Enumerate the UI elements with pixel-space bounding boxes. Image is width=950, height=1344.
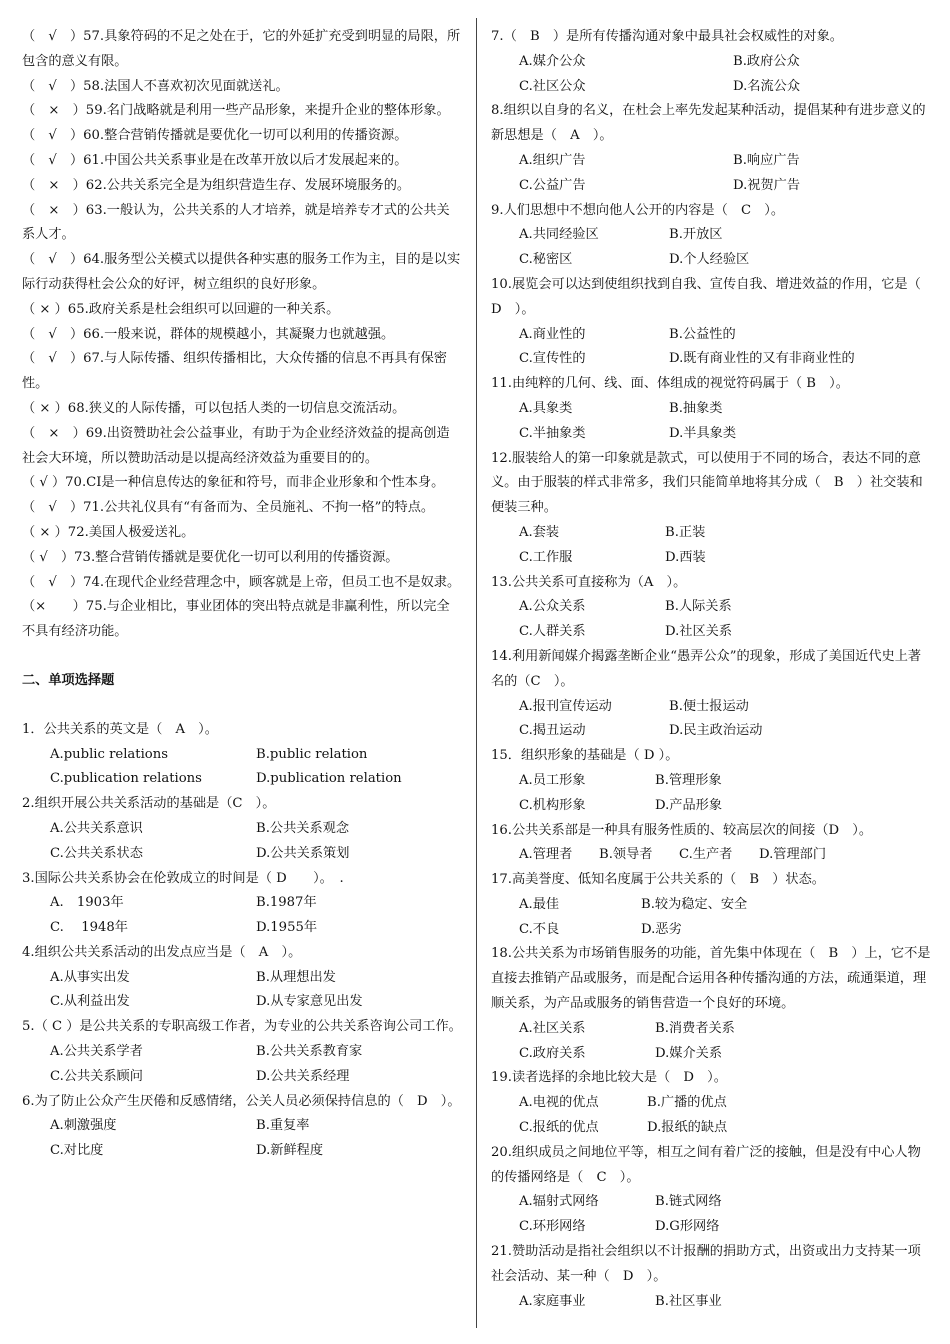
option: C.publication relations — [50, 771, 202, 787]
true-false-item: （ × ）68.狭义的人际传播，可以包括人类的一切信息交流活动。 — [22, 400, 406, 416]
option: C.环形网络 — [519, 1219, 586, 1235]
option: B.消费者关系 — [655, 1020, 735, 1036]
option: B.政府公众 — [733, 53, 800, 69]
true-false-item: （ √ ）73.整合营销传播就是要优化一切可以利用的传播资源。 — [22, 549, 399, 565]
option: C.社区公众 — [519, 78, 586, 94]
question-stem: 2.组织开展公共关系活动的基础是（C ）。 — [22, 796, 276, 812]
option: D.G形网络 — [655, 1219, 720, 1235]
option: D.报纸的缺点 — [647, 1120, 728, 1136]
option-row — [519, 75, 931, 100]
option-row — [519, 422, 931, 447]
true-false-item: （ × ）72.美国人极爱送礼。 — [22, 524, 195, 540]
question-stem: 16.公共关系部是一种具有服务性质的、较高层次的间接（D ）。 — [491, 822, 873, 838]
option: C.公益广告 — [519, 177, 586, 193]
true-false-item: （ √ ）58.法国人不喜欢初次见面就送礼。 — [22, 78, 289, 94]
option: C.政府关系 — [519, 1045, 586, 1061]
option: A.电视的优点 — [519, 1095, 599, 1111]
option: A.辐射式网络 — [519, 1194, 599, 1210]
option: A.刺激强度 — [50, 1118, 117, 1134]
option-row — [519, 918, 931, 943]
true-false-item: （ × ）62.公共关系完全是为组织营造生存、发展环境服务的。 — [22, 177, 411, 193]
question-stem: 18.公共关系为市场销售服务的功能，首先集中体现在（ B ）上，它不是直接去推销产品或服务，而是配合运用各种传播沟通的方法，疏通渠道，理顺关系，为产品或服务的销售营造一个良好的环境。 — [491, 946, 931, 1012]
option-row — [50, 817, 462, 842]
question-stem: 19.读者选择的余地比较大是（ D ）。 — [491, 1070, 727, 1086]
true-false-item: （ √ ）60.整合营销传播就是要优化一切可以利用的传播资源。 — [22, 128, 408, 144]
option-row — [519, 1116, 931, 1141]
question-stem: 1．公共关系的英文是（ A ）。 — [22, 721, 218, 737]
question-item — [491, 1066, 931, 1140]
option: A.从事实出发 — [50, 969, 130, 985]
question-item — [491, 199, 931, 273]
option: B.社区事业 — [655, 1293, 722, 1309]
option-row — [519, 323, 931, 348]
true-false-item: （ √ ）57.具象符码的不足之处在于，它的外延扩充受到明显的局限，所包含的意义有限。 — [22, 29, 461, 69]
option: A.组织广告 — [519, 152, 586, 168]
option: A.媒介公众 — [519, 53, 586, 69]
option-row — [519, 769, 931, 794]
option-row — [50, 1040, 462, 1065]
question-stem: 9.人们思想中不想向他人公开的内容是（ C ）。 — [491, 202, 785, 218]
true-false-item: （ × ）59.名门战略就是利用一些产品形象，来提升企业的整体形象。 — [22, 103, 450, 119]
option: B.人际关系 — [665, 599, 732, 615]
question-item — [491, 942, 931, 1066]
option: C.秘密区 — [519, 252, 573, 268]
question-item — [491, 571, 931, 645]
question-stem: 11.由纯粹的几何、线、面、体组成的视觉符码属于（ B ）。 — [491, 376, 849, 392]
question-stem: 17.高美誉度、低知名度属于公共关系的（ B ）状态。 — [491, 872, 825, 888]
question-item — [491, 819, 931, 869]
option: C.生产者 — [679, 847, 733, 863]
option-row — [519, 1215, 931, 1240]
option-list — [22, 891, 462, 941]
question-item — [491, 744, 931, 818]
option: A.套装 — [519, 524, 560, 540]
option-row — [519, 893, 931, 918]
question-item — [22, 1090, 462, 1164]
option-row — [50, 743, 462, 768]
option: B.领导者 — [599, 847, 653, 863]
option: C.揭丑运动 — [519, 723, 586, 739]
option-list — [491, 595, 931, 645]
question-item — [22, 1015, 462, 1089]
option: A.社区关系 — [519, 1020, 586, 1036]
option: D.管理部门 — [759, 847, 827, 863]
true-false-item: （ × ）63.一般认为，公共关系的人才培养，就是培养专才式的公共关系人才。 — [22, 202, 450, 243]
option-row — [519, 50, 931, 75]
option-list — [491, 843, 931, 868]
option: C.半抽象类 — [519, 425, 586, 441]
option-row — [519, 223, 931, 248]
option-list — [491, 1190, 931, 1240]
question-stem: 8.组织以自身的名义，在杜会上率先发起某种活动，提倡某种有进步意义的新思想是（ A ）。 — [491, 103, 926, 144]
question-stem: 14.利用新闻媒介揭露垄断企业“愚弄公众”的现象，形成了美国近代史上著名的（C ）。 — [491, 648, 922, 689]
option: A.最佳 — [519, 896, 560, 912]
option: B.较为稳定、安全 — [641, 896, 748, 912]
option: D.个人经验区 — [669, 252, 750, 268]
question-item — [491, 868, 931, 942]
option: B.响应广告 — [733, 152, 800, 168]
question-item — [491, 645, 931, 744]
option-row — [519, 695, 931, 720]
question-stem: 12.服装给人的第一印象就是款式，可以使用于不同的场合，表达不同的意义。由于服装的样式非常多，我们只能简单地将其分成（ B ）社交装和便装三种。 — [491, 450, 923, 516]
option-row — [519, 843, 931, 868]
option-row — [50, 990, 462, 1015]
option: B.广播的优点 — [647, 1095, 727, 1111]
option-row — [50, 767, 462, 792]
option-row — [519, 546, 931, 571]
true-false-item: （ × ）65.政府关系是杜会组织可以回避的一种关系。 — [22, 301, 340, 317]
true-false-item: （ × ）69.出资赞助社会公益事业，有助于为企业经济效益的提高创造社会大环境，所以赞助活动是以提高经济效益为重要目的的。 — [22, 425, 450, 466]
option-row — [519, 1190, 931, 1215]
true-false-item: （ √ ）70.CI是一种信息传达的象征和符号，而非企业形象和个性本身。 — [22, 475, 445, 491]
option: D.西装 — [665, 549, 706, 565]
true-false-item: （× ）75.与企业相比，事业团体的突出特点就是非赢利性，所以完全不具有经济功能。 — [22, 599, 450, 640]
question-stem: 20.组织成员之间地位平等，相互之间有着广泛的接触，但是没有中心人物的传播网络是（ C ）。 — [491, 1144, 921, 1185]
option: B.管理形象 — [655, 772, 722, 788]
option-list — [491, 323, 931, 373]
right-column — [491, 25, 934, 1314]
option: A.具象类 — [519, 400, 573, 416]
option: A.商业性的 — [519, 326, 586, 342]
option-list — [22, 1040, 462, 1090]
option: B.链式网络 — [655, 1194, 722, 1210]
question-item — [22, 941, 462, 1015]
question-item — [491, 99, 931, 198]
option-row — [519, 1290, 931, 1315]
option-row — [50, 891, 462, 916]
option-row — [519, 149, 931, 174]
option: B.抽象类 — [669, 400, 723, 416]
option: C.报纸的优点 — [519, 1120, 599, 1136]
option-row — [50, 842, 462, 867]
option-list — [22, 1114, 462, 1164]
option-row — [50, 916, 462, 941]
option: A.家庭事业 — [519, 1293, 586, 1309]
option: A.public relations — [50, 746, 169, 762]
true-false-item: （ √ ）61.中国公共关系事业是在改革开放以后才发展起来的。 — [22, 152, 408, 168]
option: A. 1903年 — [50, 895, 124, 911]
question-item — [491, 447, 931, 571]
option: D.publication relation — [256, 771, 402, 787]
section-title: 二、单项选择题 — [22, 672, 115, 688]
option-row — [50, 1065, 462, 1090]
option-row — [519, 248, 931, 273]
option: D.产品形象 — [655, 797, 723, 813]
option: C.对比度 — [50, 1143, 104, 1159]
column-divider — [476, 18, 477, 1328]
option: C.公共关系状态 — [50, 845, 143, 861]
option: A.报刊宣传运动 — [519, 698, 612, 714]
option: D.1955年 — [256, 920, 318, 936]
option: B.开放区 — [669, 227, 723, 243]
option-row — [519, 595, 931, 620]
question-item — [491, 1240, 931, 1314]
option-row — [519, 1091, 931, 1116]
option: D.社区关系 — [665, 624, 733, 640]
option-list — [491, 769, 931, 819]
option: B.公共关系观念 — [256, 820, 350, 836]
option: B.公共关系教育家 — [256, 1044, 363, 1060]
question-item — [22, 867, 462, 941]
option: A.公共关系学者 — [50, 1044, 143, 1060]
option: D.公共关系经理 — [256, 1068, 350, 1084]
option-list — [491, 149, 931, 199]
option: B.从理想出发 — [256, 969, 336, 985]
option-list — [491, 893, 931, 943]
option: D.名流公众 — [733, 78, 801, 94]
option: B.重复率 — [256, 1118, 310, 1134]
question-stem: 13.公共关系可直接称为（A ）。 — [491, 574, 687, 590]
question-stem: 7.（ B ）是所有传播沟通对象中最具社会权威性的对象。 — [491, 29, 843, 44]
question-item — [22, 792, 462, 866]
option: A.公共关系意识 — [50, 820, 143, 836]
option-row — [519, 620, 931, 645]
question-stem: 5.（ C ）是公共关系的专职高级工作者，为专业的公共关系咨询公司工作。 — [22, 1019, 462, 1035]
option-row — [519, 1017, 931, 1042]
option-row — [519, 521, 931, 546]
option: C.机构形象 — [519, 797, 586, 813]
option: A.共同经验区 — [519, 227, 599, 243]
true-false-item: （ √ ）64.服务型公关模式以提供各种实惠的服务工作为主，目的是以实际行动获得杜会公众的好评，树立组织的良好形象。 — [22, 252, 461, 292]
left-question-list — [22, 718, 462, 1164]
option: D.媒介关系 — [655, 1045, 723, 1061]
option: D.从专家意见出发 — [256, 994, 363, 1010]
option-row — [519, 174, 931, 199]
question-item — [22, 718, 462, 792]
option: C.公共关系顾问 — [50, 1068, 143, 1084]
option: B.public relation — [256, 746, 368, 762]
option: A.员工形象 — [519, 772, 586, 788]
question-item — [491, 273, 934, 372]
option-list — [22, 743, 462, 793]
option-row — [519, 397, 931, 422]
option-row — [50, 1114, 462, 1139]
option: D.恶劣 — [641, 921, 682, 937]
option: D.祝贺广告 — [733, 177, 801, 193]
option: D.公共关系策划 — [256, 845, 350, 861]
question-stem: 4.组织公共关系活动的出发点应当是（ A ）。 — [22, 944, 302, 960]
option-list — [491, 521, 931, 571]
option-row — [519, 719, 931, 744]
option-list — [22, 817, 462, 867]
true-false-item: （ √ ）71.公共礼仪具有“有备而为、全员施礼、不拘一格”的特点。 — [22, 500, 435, 516]
true-false-list — [22, 25, 462, 645]
left-column — [22, 25, 462, 1164]
option-list — [491, 223, 931, 273]
option: C.不良 — [519, 921, 560, 937]
option-list — [491, 1017, 931, 1067]
option: C.工作服 — [519, 549, 573, 565]
option: C.从利益出发 — [50, 994, 130, 1010]
option: C.宣传性的 — [519, 351, 586, 367]
option-list — [491, 397, 931, 447]
question-stem: 21.赞助活动是指社会组织以不计报酬的捐助方式，出资或出力支持某一项社会活动、某一种（ D ）。 — [491, 1244, 921, 1284]
option: D.新鲜程度 — [256, 1143, 324, 1159]
option: A.公众关系 — [519, 599, 586, 615]
option: B.正装 — [665, 524, 706, 540]
question-item — [491, 25, 931, 99]
option: D.民主政治运动 — [669, 723, 763, 739]
option: B.1987年 — [256, 895, 317, 911]
question-item — [491, 372, 931, 446]
option-row — [519, 347, 931, 372]
option-list — [22, 966, 462, 1016]
right-question-list — [491, 25, 934, 1314]
option-row — [50, 1139, 462, 1164]
option: D.半具象类 — [669, 425, 737, 441]
option: B.公益性的 — [669, 326, 736, 342]
question-stem: 6.为了防止公众产生厌倦和反感情绪，公关人员必须保持信息的（ D ）。 — [22, 1093, 461, 1109]
option: D.既有商业性的又有非商业性的 — [669, 351, 855, 367]
option-row — [519, 794, 931, 819]
option-list — [491, 1091, 931, 1141]
true-false-item: （ √ ）74.在现代企业经营理念中，顾客就是上帝，但员工也不是奴隶。 — [22, 574, 461, 590]
question-stem: 10.展览会可以达到使组织找到自我、宣传自我、增进效益的作用，它是（ D ）。 — [491, 276, 934, 317]
option-list — [491, 1290, 931, 1315]
option-list — [491, 695, 931, 745]
option: B.便士报运动 — [669, 698, 749, 714]
option: C. 1948年 — [50, 920, 128, 936]
option-list — [491, 50, 931, 100]
option-row — [519, 1042, 931, 1067]
true-false-item: （ √ ）66.一般来说，群体的规模越小，其凝聚力也就越强。 — [22, 326, 395, 342]
question-stem: 3.国际公共关系协会在伦敦成立的时间是（ D ）。 . — [22, 870, 344, 886]
question-item — [491, 1141, 931, 1240]
option: A.管理者 — [519, 847, 573, 863]
option: C.人群关系 — [519, 624, 586, 640]
question-stem: 15．组织形象的基础是（ D ）。 — [491, 748, 679, 764]
option-row — [50, 966, 462, 991]
true-false-item: （ √ ）67.与人际传播、组织传播相比，大众传播的信息不再具有保密性。 — [22, 351, 447, 392]
